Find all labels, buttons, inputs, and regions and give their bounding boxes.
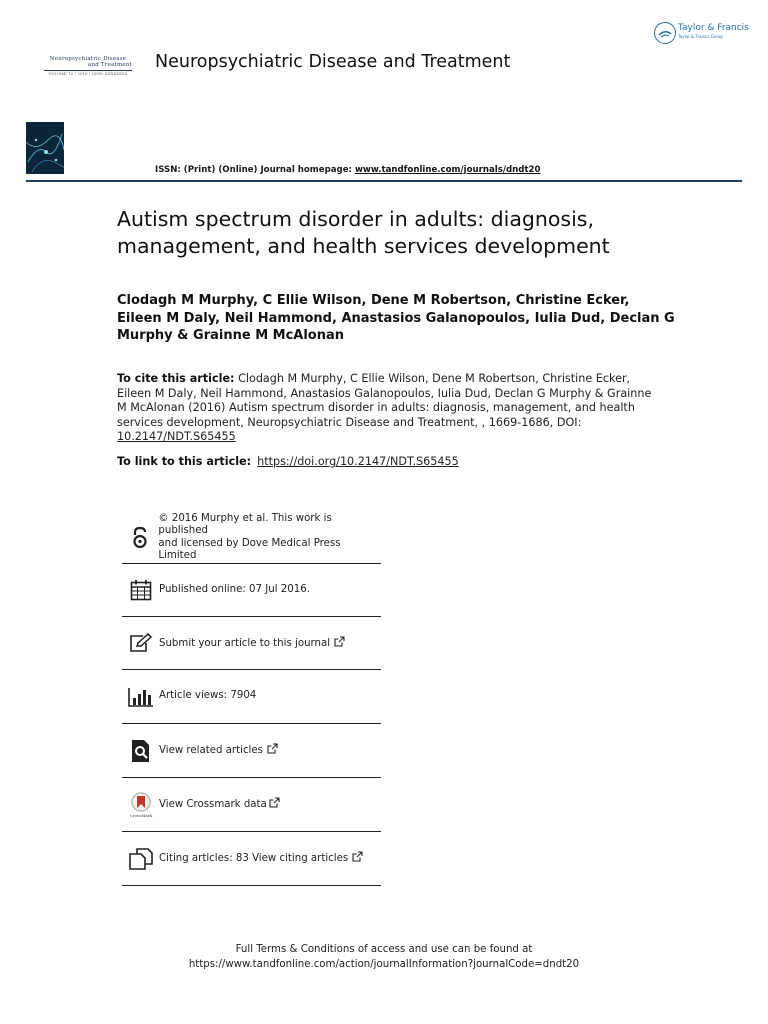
external-link-icon	[334, 636, 345, 647]
article-link-line	[117, 455, 459, 468]
cite-text: Clodagh M Murphy, C Ellie Wilson, Dene M Robertson, Christine Ecker, Eileen M Daly, Neil Hammond, Anastasios Galanopoulos, Iulia Dud, Declan G Murphy & Grainne M McAlonan (2016) Autism spectrum disorder in adults: diagnosis, management, and health services development, Neuropsychiatric Disease and Treatment, , 1669-1686, DOI:	[117, 372, 652, 429]
published-row	[122, 564, 381, 617]
crossmark-link[interactable]: View Crossmark data	[159, 799, 267, 811]
crossmark-row[interactable]	[122, 778, 381, 832]
license-row	[122, 512, 381, 564]
journal-title: Neuropsychiatric Disease and Treatment	[155, 52, 511, 72]
link-label: To link to this article:	[117, 455, 252, 468]
edit-icon	[122, 633, 159, 653]
related-articles-link[interactable]: View related articles	[159, 745, 263, 757]
publisher-logo[interactable]	[654, 22, 749, 48]
citing-icon	[122, 848, 159, 870]
issn-text: ISSN: (Print) (Online) Journal homepage:	[155, 165, 352, 175]
citation	[117, 372, 657, 445]
journal-cover-image	[26, 122, 64, 174]
external-link-icon	[352, 851, 363, 862]
footer-terms-link[interactable]: https://www.tandfonline.com/action/journalInformation?journalCode=dndt20	[188, 959, 580, 970]
article-views: Article views: 7904	[159, 690, 257, 702]
article-doi-link[interactable]: https://doi.org/10.2147/NDT.S65455	[257, 455, 459, 468]
open-access-icon	[122, 526, 158, 550]
publisher-subname: Taylor & Francis Group	[678, 34, 723, 39]
article-authors: Clodagh M Murphy, C Ellie Wilson, Dene M Robertson, Christine Ecker, Eileen M Daly, Neil Hammond, Anastasios Galanopoulos, Iulia Dud, Declan G Murphy & Grainne M McAlonan	[117, 293, 675, 343]
external-link-icon	[269, 797, 280, 808]
article-info-box	[122, 512, 381, 886]
crossmark-icon	[122, 792, 159, 818]
views-row	[122, 670, 381, 724]
bar-chart-icon	[122, 687, 159, 707]
footer	[0, 942, 768, 972]
external-link-icon	[267, 743, 278, 754]
journal-logo-line1: Neuropsychiatric Disease	[49, 56, 127, 62]
citing-row[interactable]	[122, 832, 381, 886]
published-date: Published online: 07 Jul 2016.	[159, 583, 310, 595]
journal-logo	[44, 56, 132, 76]
journal-logo-line2: and Treatment	[88, 62, 132, 68]
search-document-icon	[122, 739, 159, 763]
license-line1: © 2016 Murphy et al. This work is published	[158, 512, 332, 536]
citing-articles-link[interactable]: Citing articles: 83 View citing articles	[159, 853, 349, 865]
journal-logo-divider	[44, 70, 132, 71]
journal-logo-line3: VOLUME 12 | 2016 | ISSN: XXXXXXXX	[48, 72, 128, 76]
calendar-icon	[122, 579, 159, 601]
footer-line1: Full Terms & Conditions of access and use can be found at	[235, 944, 533, 955]
submit-row[interactable]	[122, 617, 381, 670]
publisher-name: Taylor & Francis	[678, 23, 749, 33]
cite-label: To cite this article:	[117, 372, 235, 385]
article-title: Autism spectrum disorder in adults: diagnosis, management, and health services development	[117, 207, 610, 258]
issn-line	[155, 165, 540, 175]
journal-homepage-link[interactable]: www.tandfonline.com/journals/dndt20	[354, 165, 541, 175]
related-row[interactable]	[122, 724, 381, 778]
submit-article-link[interactable]: Submit your article to this journal	[159, 637, 331, 649]
cite-doi-link[interactable]: 10.2147/NDT.S65455	[117, 430, 236, 444]
header-rule	[26, 180, 742, 182]
publisher-logo-icon	[654, 22, 676, 44]
license-line2: and licensed by Dove Medical Press Limited	[158, 537, 341, 561]
crossmark-logo-text: CrossMark	[129, 812, 152, 818]
